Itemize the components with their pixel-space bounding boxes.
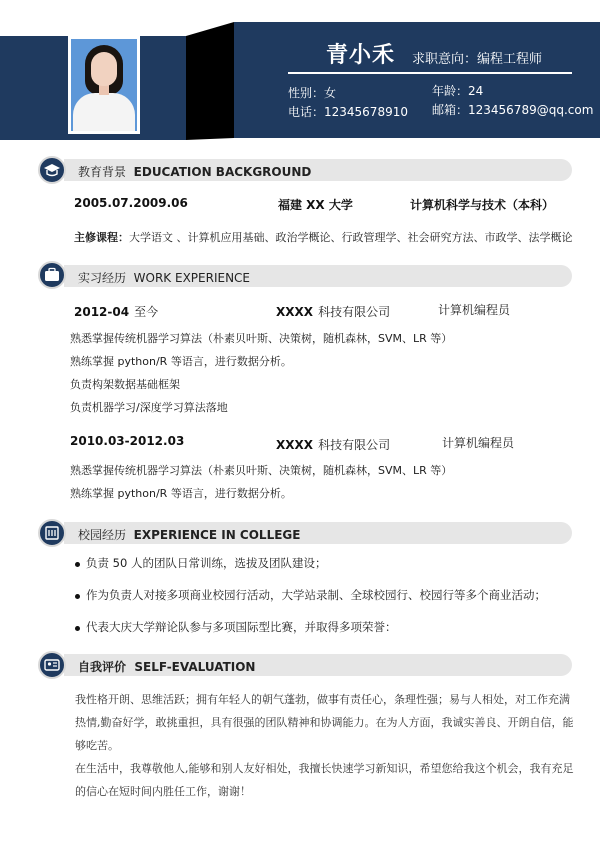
job-2-item: 熟练掌握 python/R 等语言，进行数据分析。: [70, 487, 292, 500]
briefcase-icon: [38, 261, 66, 289]
gender: 性别：女: [288, 86, 337, 100]
education-period: 2005.07.2009.06: [74, 196, 188, 210]
job-intent: 求职意向：编程工程师: [412, 52, 543, 67]
book-icon: [38, 519, 66, 547]
self-eval-line: 够吃苦。: [75, 739, 119, 752]
bullet-dot: [75, 594, 80, 599]
bullet-dot: [75, 562, 80, 567]
self-eval-text: [75, 688, 575, 803]
college-item: 作为负责人对接多项商业校园行活动，大学站录制、全球校园行、校园行等多个商业活动；: [86, 588, 546, 602]
work-title: 实习经历 WORK EXPERIENCE: [78, 271, 251, 285]
job-1-period: 2012-04 至今: [74, 305, 159, 319]
header-divider: [288, 72, 572, 74]
job-1-item: 负责构架数据基础框架: [70, 378, 180, 391]
bullet-dot: [75, 626, 80, 631]
job-1-position: 计算机编程员: [438, 303, 511, 317]
college-item: 代表大庆大学辩论队参与多项国际型比赛，并取得多项荣誉：: [86, 620, 397, 634]
job-2-position: 计算机编程员: [442, 436, 515, 450]
profile-photo: [68, 36, 140, 134]
id-card-icon: [38, 651, 66, 679]
job-1-item: 负责机器学习/深度学习算法落地: [70, 401, 228, 414]
self-eval-line: 的信心在短时间内胜任工作，谢谢！: [75, 785, 251, 798]
phone: 电话：12345678910: [288, 105, 408, 119]
self-eval-title: 自我评价 SELF-EVALUATION: [78, 660, 256, 674]
job-1-item: 熟练掌握 python/R 等语言，进行数据分析。: [70, 355, 292, 368]
candidate-name: 青小禾: [326, 43, 396, 68]
education-courses: 主修课程：大学语文 、计算机应用基础、政治学概论、行政管理学、社会研究方法、市政学、法学概论: [74, 231, 573, 244]
job-2-item: 熟悉掌握传统机器学习算法（朴素贝叶斯、决策树，随机森林，SVM、LR 等）: [70, 464, 453, 477]
avatar: [71, 39, 137, 131]
email: 邮箱：123456789@qq.com: [432, 103, 594, 117]
self-eval-line: 热情,勤奋好学，敢挑重担，具有很强的团队精神和协调能力。在为人方面，我诚实善良、开朗自信，能: [75, 716, 574, 729]
college-title: 校园经历 EXPERIENCE IN COLLEGE: [78, 528, 301, 542]
age: 年龄：24: [432, 84, 484, 98]
job-2-company: XXXX 科技有限公司: [276, 438, 391, 452]
job-1-item: 熟悉掌握传统机器学习算法（朴素贝叶斯、决策树，随机森林，SVM、LR 等）: [70, 332, 453, 345]
college-item: 负责 50 人的团队日常训练，选拔及团队建设；: [86, 556, 327, 570]
self-eval-line: 我性格开朗、思维活跃；拥有年轻人的朝气蓬勃，做事有责任心，条理性强；易与人相处，对工作充满: [75, 693, 570, 706]
education-title: 教育背景 EDUCATION BACKGROUND: [78, 165, 312, 179]
graduation-cap-icon: [38, 156, 66, 184]
self-eval-line: 在生活中，我尊敬他人,能够和别人友好相处，我擅长快速学习新知识，希望您给我这个机会，我有充足: [75, 762, 574, 775]
education-school: 福建 XX 大学: [278, 198, 353, 212]
job-2-period: 2010.03-2012.03: [70, 434, 185, 448]
job-1-company: XXXX 科技有限公司: [276, 305, 391, 319]
education-major: 计算机科学与技术（本科）: [410, 198, 555, 212]
